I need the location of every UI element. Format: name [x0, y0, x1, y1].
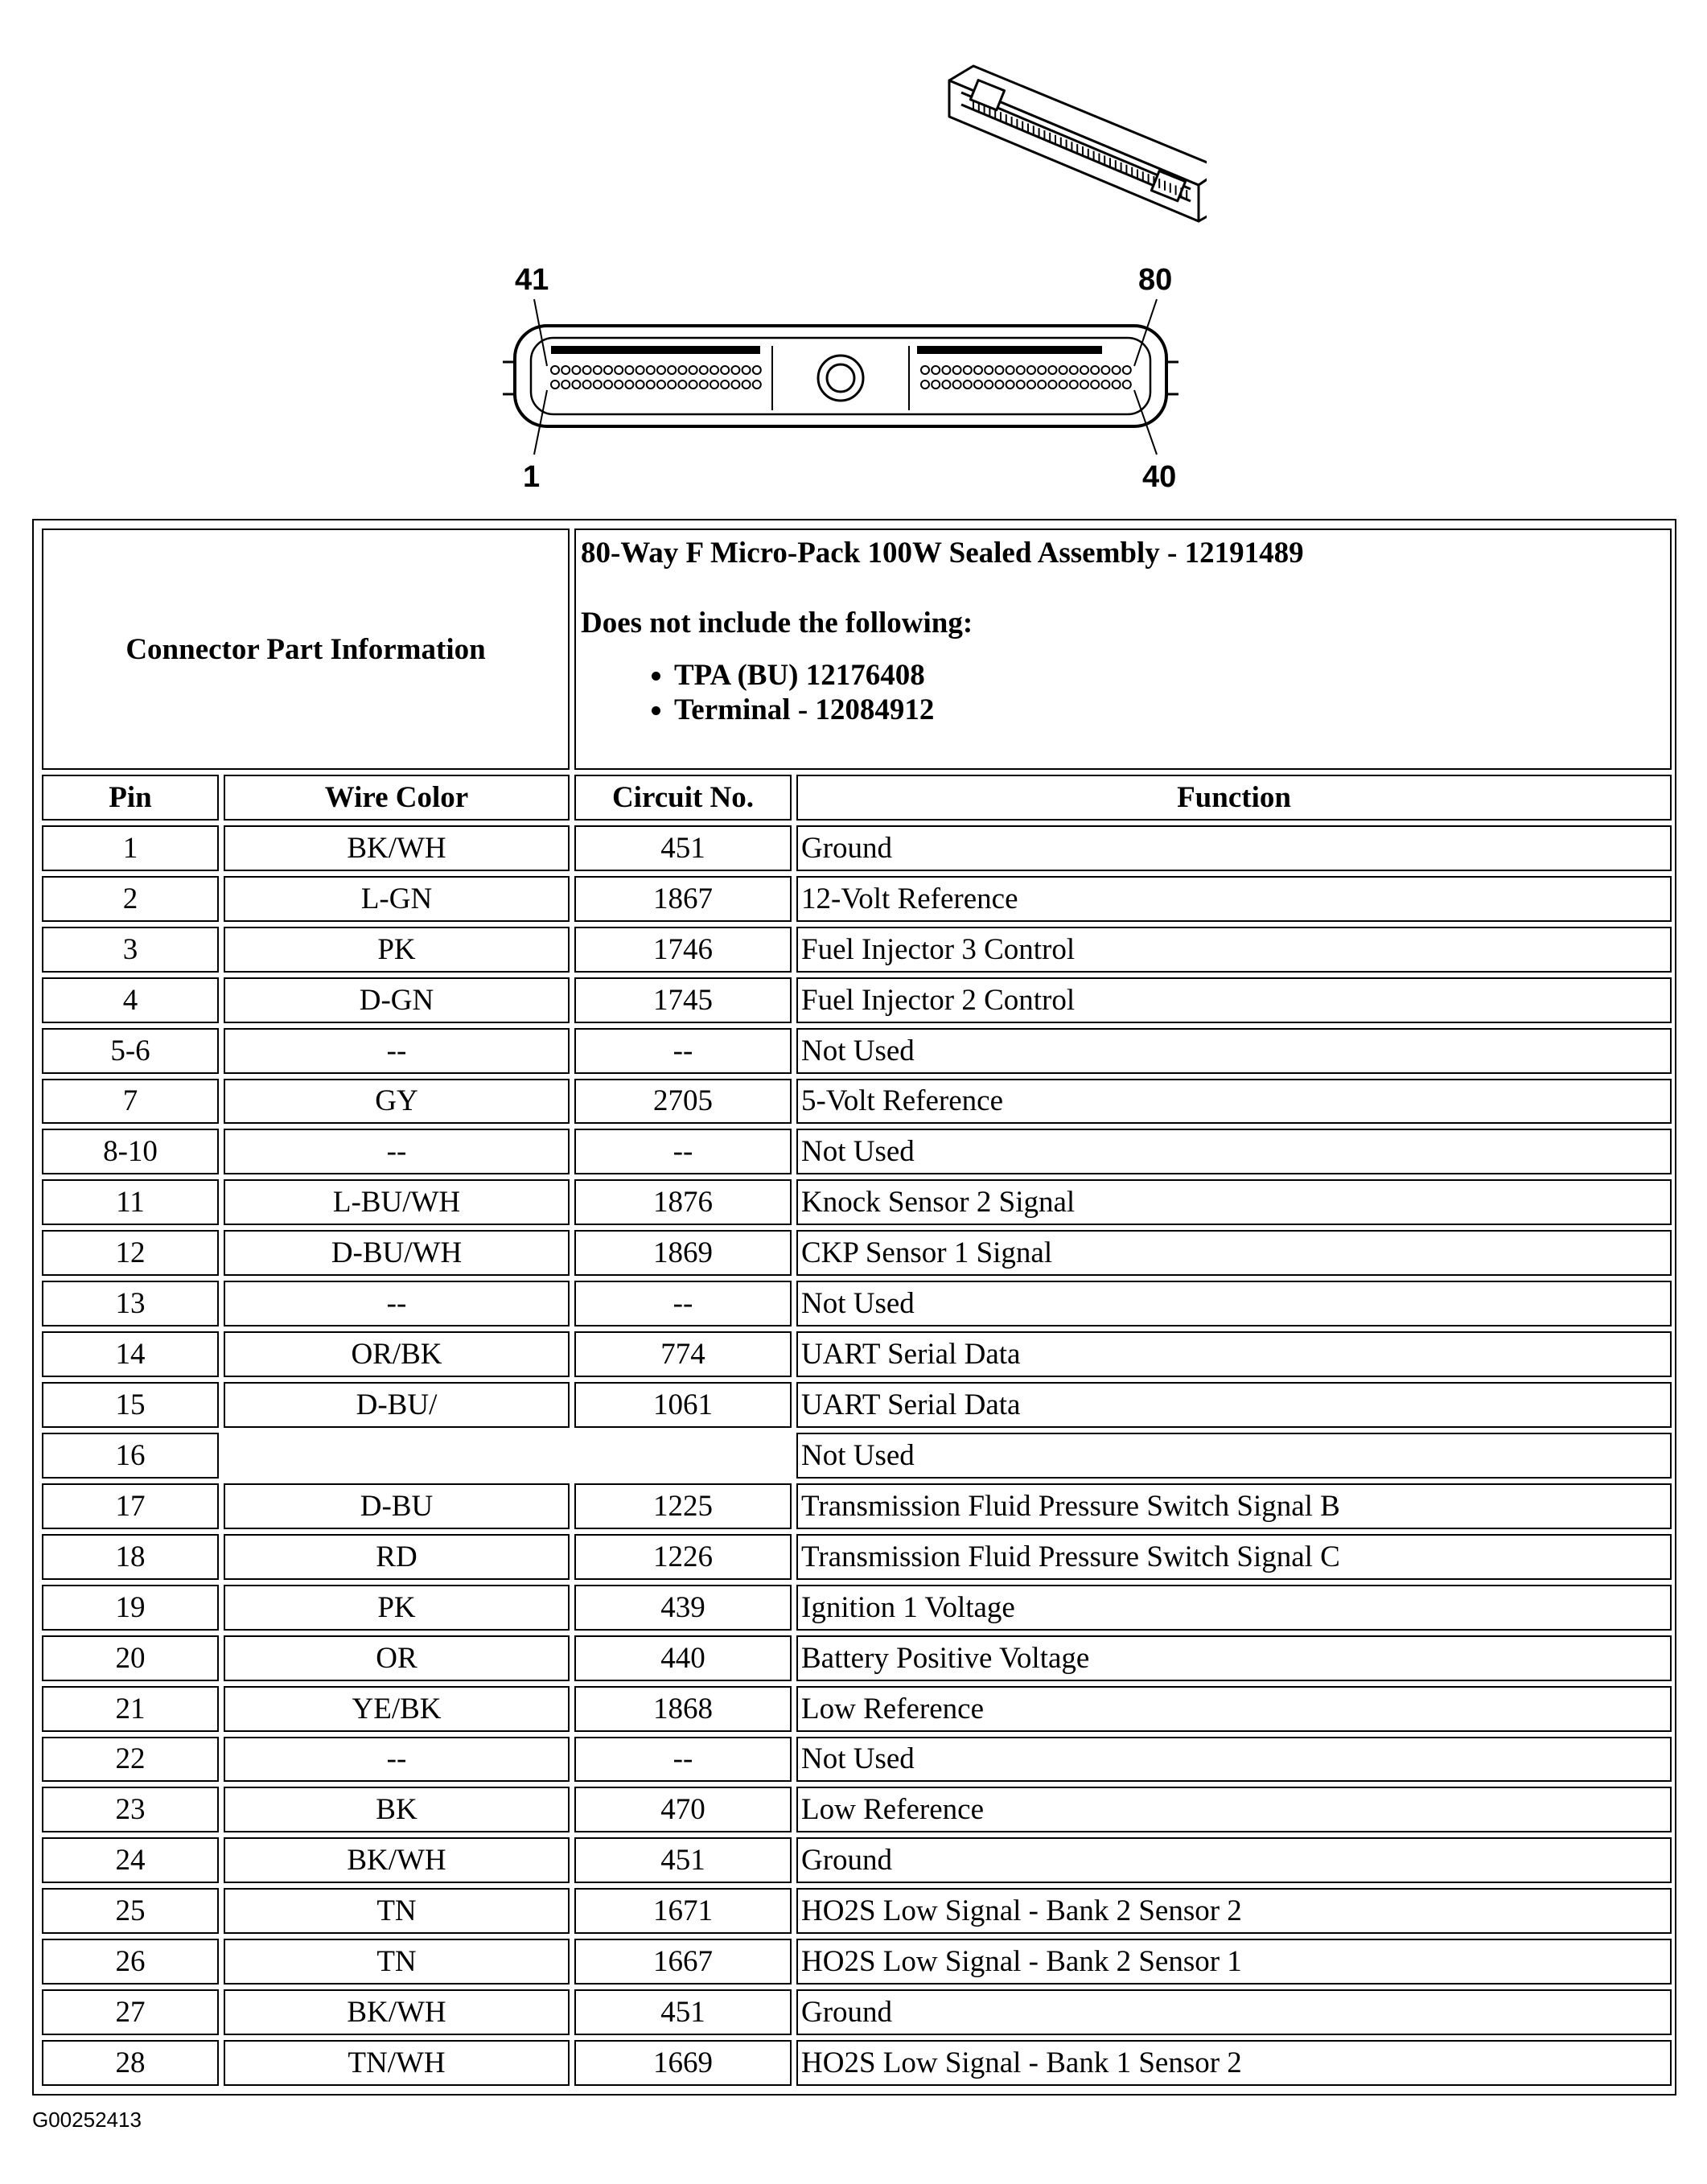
circuit-cell: 1869 — [574, 1230, 792, 1276]
wire-color-cell: D-GN — [224, 977, 570, 1023]
function-cell: HO2S Low Signal - Bank 2 Sensor 1 — [796, 1939, 1672, 1985]
function-cell: HO2S Low Signal - Bank 1 Sensor 2 — [796, 2040, 1672, 2086]
pin-cell: 1 — [42, 825, 219, 871]
terminal-cavity — [753, 380, 761, 389]
terminal-cavity — [964, 380, 972, 389]
terminal-cavity — [594, 380, 602, 389]
circuit-cell: 451 — [574, 1837, 792, 1883]
pin-cell: 24 — [42, 1837, 219, 1883]
wire-color-cell: L-BU/WH — [224, 1179, 570, 1225]
connector-face-illustration — [503, 299, 1178, 454]
header-function: Function — [796, 775, 1672, 821]
wire-color-cell: PK — [224, 1585, 570, 1631]
wire-color-cell: PK — [224, 927, 570, 973]
pin-cell: 12 — [42, 1230, 219, 1276]
circuit-cell: 1671 — [574, 1888, 792, 1934]
function-cell: UART Serial Data — [796, 1382, 1672, 1428]
terminal-cavity — [572, 380, 580, 389]
connector-body-illustration — [949, 66, 1207, 221]
circuit-cell: -- — [574, 1129, 792, 1174]
pin-cell: 5-6 — [42, 1028, 219, 1074]
pin-cell: 18 — [42, 1534, 219, 1580]
circuit-cell: 1669 — [574, 2040, 792, 2086]
terminal-cavity — [561, 366, 570, 374]
pin-cell: 15 — [42, 1382, 219, 1428]
function-cell: Low Reference — [796, 1686, 1672, 1732]
terminal-cavity — [710, 380, 718, 389]
function-cell: Ground — [796, 1989, 1672, 2035]
terminal-cavity — [657, 380, 665, 389]
function-cell: UART Serial Data — [796, 1331, 1672, 1377]
terminal-cavity — [942, 366, 950, 374]
table-row — [42, 2040, 1672, 2086]
table-row — [42, 1331, 1672, 1377]
terminal-cavity — [1113, 366, 1121, 374]
wire-color-cell: TN — [224, 1888, 570, 1934]
pin-cell: 11 — [42, 1179, 219, 1225]
terminal-cavity — [572, 366, 580, 374]
circuit-cell: 1745 — [574, 977, 792, 1023]
function-cell: 12-Volt Reference — [796, 876, 1672, 922]
function-cell: 5-Volt Reference — [796, 1079, 1672, 1125]
terminal-cavity — [753, 366, 761, 374]
pin-cell: 3 — [42, 927, 219, 973]
pin-cell: 25 — [42, 1888, 219, 1934]
terminal-cavity — [1048, 380, 1056, 389]
terminal-cavity — [615, 380, 623, 389]
terminal-cavity — [721, 366, 729, 374]
terminal-cavity — [647, 380, 655, 389]
wire-color-cell: -- — [224, 1129, 570, 1174]
terminal-cavity — [995, 380, 1003, 389]
pin-cell: 2 — [42, 876, 219, 922]
table-row — [42, 825, 1672, 871]
terminal-cavity — [1006, 366, 1014, 374]
connector-info-details — [574, 529, 1672, 770]
terminal-cavity — [1017, 380, 1025, 389]
wire-color-cell: D-BU — [224, 1483, 570, 1529]
table-row — [42, 1028, 1672, 1074]
wire-color-cell: YE/BK — [224, 1686, 570, 1732]
wire-color-cell: TN/WH — [224, 2040, 570, 2086]
terminal-cavity — [921, 366, 929, 374]
table-row — [42, 1888, 1672, 1934]
table-row — [42, 1989, 1672, 2035]
terminal-cavity — [710, 366, 718, 374]
pin-cell: 8-10 — [42, 1129, 219, 1174]
function-cell: HO2S Low Signal - Bank 2 Sensor 2 — [796, 1888, 1672, 1934]
terminal-cavity — [615, 366, 623, 374]
function-cell: Not Used — [796, 1129, 1672, 1174]
terminal-cavity — [689, 366, 697, 374]
terminal-cavity — [1027, 366, 1035, 374]
wire-color-cell: -- — [224, 1737, 570, 1783]
circuit-cell: 1867 — [574, 876, 792, 922]
function-cell: Ground — [796, 825, 1672, 871]
terminal-cavity — [1059, 366, 1067, 374]
pin-cell: 20 — [42, 1635, 219, 1681]
table-row — [42, 1433, 1672, 1479]
circuit-cell: 439 — [574, 1585, 792, 1631]
circuit-cell: 1746 — [574, 927, 792, 973]
terminal-cavity — [974, 380, 982, 389]
function-cell: Transmission Fluid Pressure Switch Signal B — [796, 1483, 1672, 1529]
circuit-cell: 451 — [574, 825, 792, 871]
terminal-cavity — [1059, 380, 1067, 389]
function-cell: Ground — [796, 1837, 1672, 1883]
wire-color-cell: -- — [224, 1281, 570, 1326]
function-cell: Fuel Injector 3 Control — [796, 927, 1672, 973]
terminal-cavity — [985, 380, 993, 389]
table-row — [42, 1939, 1672, 1985]
pin-label-41: 41 — [515, 263, 549, 297]
terminal-cavity — [657, 366, 665, 374]
terminal-cavity — [700, 366, 708, 374]
terminal-cavity — [1123, 380, 1131, 389]
wire-color-cell: BK/WH — [224, 825, 570, 871]
terminal-cavity — [583, 366, 591, 374]
function-cell: Ignition 1 Voltage — [796, 1585, 1672, 1631]
terminal-cavity — [1038, 366, 1046, 374]
table-row — [42, 1281, 1672, 1326]
circuit-cell: -- — [574, 1737, 792, 1783]
terminal-cavity — [942, 380, 950, 389]
circuit-cell: 2705 — [574, 1079, 792, 1125]
circuit-cell: 1868 — [574, 1686, 792, 1732]
function-cell: Battery Positive Voltage — [796, 1635, 1672, 1681]
terminal-cavity — [551, 366, 559, 374]
function-cell: Low Reference — [796, 1787, 1672, 1832]
wire-color-cell: GY — [224, 1079, 570, 1125]
function-cell: Not Used — [796, 1433, 1672, 1479]
terminal-cavity — [1038, 380, 1046, 389]
terminal-cavity — [1080, 366, 1088, 374]
terminal-cavity — [1101, 366, 1109, 374]
circuit-cell: 1876 — [574, 1179, 792, 1225]
table-row — [42, 1179, 1672, 1225]
terminal-cavity — [1070, 380, 1078, 389]
terminal-cavity — [1080, 380, 1088, 389]
table-row — [42, 1230, 1672, 1276]
circuit-cell: 1061 — [574, 1382, 792, 1428]
terminal-cavity — [1070, 366, 1078, 374]
terminal-cavity — [1113, 380, 1121, 389]
excluded-parts-list — [581, 660, 1665, 725]
function-cell: Not Used — [796, 1737, 1672, 1783]
circuit-cell: 774 — [574, 1331, 792, 1377]
function-cell: Transmission Fluid Pressure Switch Signal C — [796, 1534, 1672, 1580]
pin-label-1: 1 — [523, 460, 541, 494]
wire-color-cell: BK/WH — [224, 1837, 570, 1883]
header-circuit-no: Circuit No. — [574, 775, 792, 821]
terminal-cavity — [953, 380, 961, 389]
table-row — [42, 1737, 1672, 1783]
figure-id: G00252413 — [32, 2108, 142, 2132]
connector-pinout-table — [32, 519, 1676, 2096]
connector-exclusion-note: Does not include the following: — [581, 607, 973, 640]
connector-assembly-title: 80-Way F Micro-Pack 100W Sealed Assembly - 12191489 — [581, 537, 1304, 570]
connector-face-pins — [551, 366, 1131, 389]
terminal-cavity — [700, 380, 708, 389]
terminal-cavity — [1123, 366, 1131, 374]
wire-color-cell: OR/BK — [224, 1331, 570, 1377]
wire-color-cell: BK — [224, 1787, 570, 1832]
header-pin: Pin — [42, 775, 219, 821]
terminal-cavity — [731, 366, 739, 374]
function-cell: Knock Sensor 2 Signal — [796, 1179, 1672, 1225]
pin-cell: 21 — [42, 1686, 219, 1732]
terminal-cavity — [636, 366, 644, 374]
function-cell: Not Used — [796, 1281, 1672, 1326]
table-row — [42, 977, 1672, 1023]
terminal-cavity — [647, 366, 655, 374]
pin-cell: 26 — [42, 1939, 219, 1985]
terminal-cavity — [932, 366, 940, 374]
terminal-cavity — [625, 366, 633, 374]
wire-color-cell: RD — [224, 1534, 570, 1580]
table-row — [42, 1079, 1672, 1125]
terminal-cavity — [1091, 380, 1099, 389]
connector-diagram — [499, 48, 1207, 499]
table-row — [42, 1585, 1672, 1631]
terminal-cavity — [921, 380, 929, 389]
terminal-cavity — [668, 380, 676, 389]
terminal-cavity — [583, 380, 591, 389]
terminal-cavity — [742, 380, 751, 389]
circuit-cell: 1225 — [574, 1483, 792, 1529]
terminal-cavity — [1048, 366, 1056, 374]
function-cell: Fuel Injector 2 Control — [796, 977, 1672, 1023]
wire-color-cell: D-BU/WH — [224, 1230, 570, 1276]
header-wire-color: Wire Color — [224, 775, 570, 821]
terminal-cavity — [625, 380, 633, 389]
wire-color-cell: D-BU/ — [224, 1382, 570, 1428]
terminal-cavity — [561, 380, 570, 389]
pinout-grid — [37, 524, 1676, 2091]
table-row — [42, 1635, 1672, 1681]
terminal-cavity — [678, 366, 686, 374]
pin-cell: 23 — [42, 1787, 219, 1832]
terminal-cavity — [689, 380, 697, 389]
terminal-cavity — [604, 366, 612, 374]
terminal-cavity — [932, 380, 940, 389]
circuit-cell: 1226 — [574, 1534, 792, 1580]
circuit-cell: 1667 — [574, 1939, 792, 1985]
table-row — [42, 1787, 1672, 1832]
terminal-cavity — [678, 380, 686, 389]
terminal-cavity — [995, 366, 1003, 374]
connector-info-row — [42, 529, 1672, 770]
connector-info-label: Connector Part Information — [42, 529, 570, 770]
wire-color-cell: -- — [224, 1028, 570, 1074]
circuit-cell: -- — [574, 1281, 792, 1326]
excluded-part-item: • TPA (BU) 12176408 — [674, 660, 1665, 690]
pin-cell: 14 — [42, 1331, 219, 1377]
wire-color-cell: TN — [224, 1939, 570, 1985]
table-row — [42, 1837, 1672, 1883]
terminal-cavity — [1101, 380, 1109, 389]
circuit-cell: 470 — [574, 1787, 792, 1832]
terminal-cavity — [1027, 380, 1035, 389]
terminal-cavity — [953, 366, 961, 374]
terminal-cavity — [974, 366, 982, 374]
pin-label-40: 40 — [1142, 460, 1177, 494]
pin-cell: 4 — [42, 977, 219, 1023]
terminal-cavity — [721, 380, 729, 389]
table-row — [42, 1129, 1672, 1174]
pin-cell: 19 — [42, 1585, 219, 1631]
pin-cell: 17 — [42, 1483, 219, 1529]
terminal-cavity — [668, 366, 676, 374]
wire-color-cell: OR — [224, 1635, 570, 1681]
wire-color-cell: L-GN — [224, 876, 570, 922]
terminal-cavity — [964, 366, 972, 374]
terminal-cavity — [1006, 380, 1014, 389]
table-row — [42, 1382, 1672, 1428]
terminal-cavity — [731, 380, 739, 389]
circuit-cell: 440 — [574, 1635, 792, 1681]
terminal-cavity — [985, 366, 993, 374]
function-cell: Not Used — [796, 1028, 1672, 1074]
circuit-cell: 451 — [574, 1989, 792, 2035]
terminal-cavity — [604, 380, 612, 389]
terminal-cavity — [636, 380, 644, 389]
terminal-cavity — [594, 366, 602, 374]
circuit-cell: -- — [574, 1028, 792, 1074]
table-row — [42, 927, 1672, 973]
terminal-cavity — [551, 380, 559, 389]
table-row — [42, 876, 1672, 922]
pin-cell: 16 — [42, 1433, 219, 1479]
empty-merged-cell — [224, 1433, 792, 1479]
terminal-cavity — [742, 366, 751, 374]
table-row — [42, 1534, 1672, 1580]
pin-cell: 22 — [42, 1737, 219, 1783]
pin-cell: 27 — [42, 1989, 219, 2035]
terminal-cavity — [1091, 366, 1099, 374]
pin-cell: 7 — [42, 1079, 219, 1125]
function-cell: CKP Sensor 1 Signal — [796, 1230, 1672, 1276]
table-row — [42, 1686, 1672, 1732]
pin-label-80: 80 — [1138, 263, 1173, 297]
pin-cell: 13 — [42, 1281, 219, 1326]
table-row — [42, 1483, 1672, 1529]
wire-color-cell: BK/WH — [224, 1989, 570, 2035]
terminal-cavity — [1017, 366, 1025, 374]
table-header-row — [42, 775, 1672, 821]
excluded-part-item: • Terminal - 12084912 — [674, 695, 1665, 725]
pin-cell: 28 — [42, 2040, 219, 2086]
